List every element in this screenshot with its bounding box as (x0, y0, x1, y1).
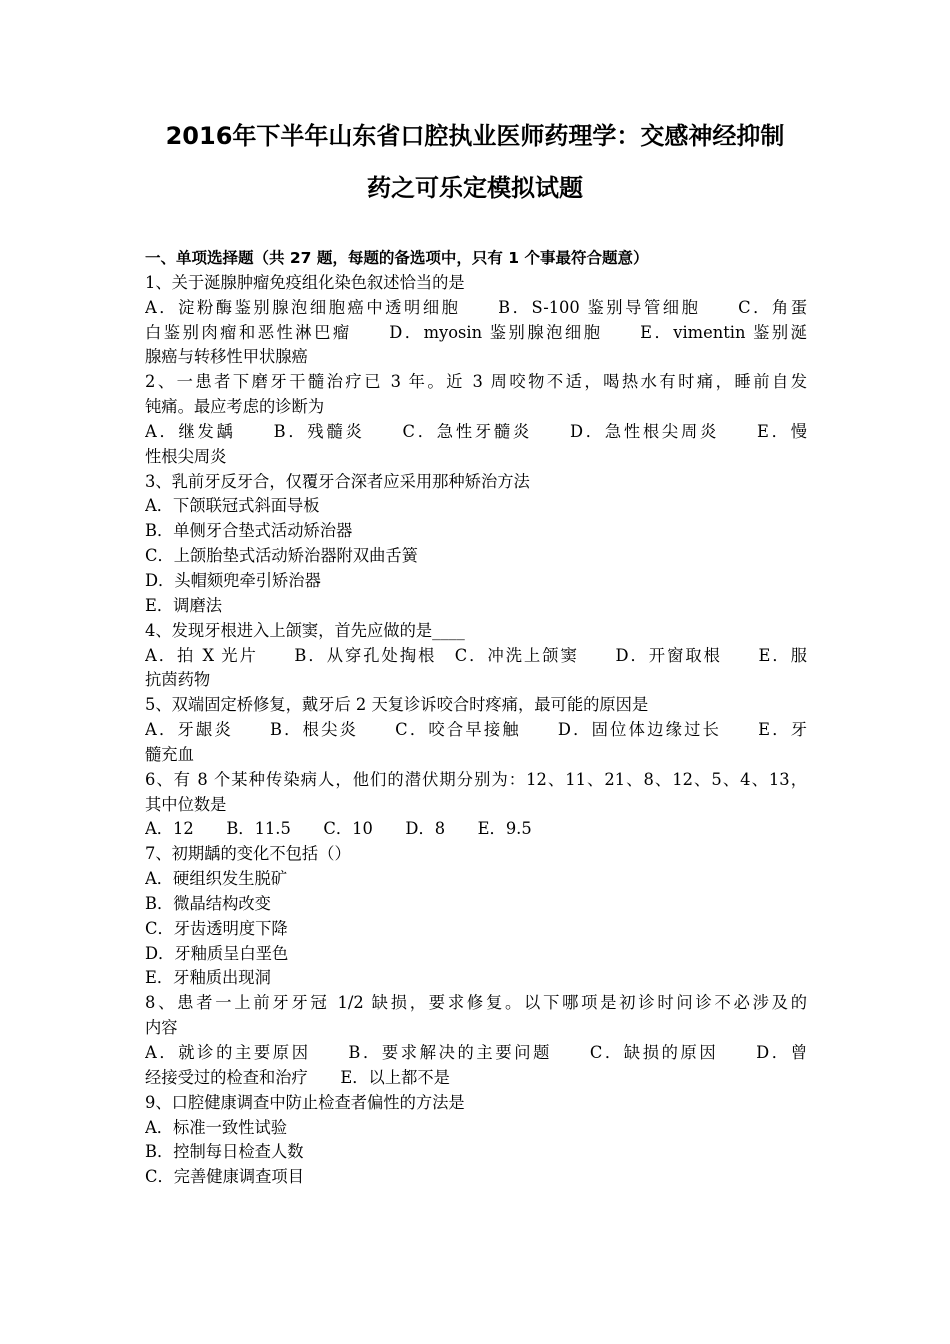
option-line: B．单侧牙合垫式活动矫治器 (145, 521, 353, 541)
question-text: 8、患者一上前牙牙冠 1/2 缺损，要求修复。以下哪项是初诊时问诊不必涉及的 (145, 993, 807, 1013)
question-text: 7、初期龋的变化不包括（） (145, 844, 351, 864)
option-line: A．就诊的主要原因 B．要求解决的主要问题 C．缺损的原因 D．曾 (145, 1043, 807, 1062)
option-line: C．上颌胎垫式活动矫治器附双曲舌簧 (145, 546, 418, 566)
section-heading: 一、单项选择题（共 27 题，每题的备选项中，只有 1 个事最符合题意） (145, 249, 649, 267)
document-title-line-1: 2016年下半年山东省口腔执业医师药理学：交感神经抑制 (165, 122, 785, 150)
option-line: 腺癌与转移性甲状腺癌 (145, 347, 308, 367)
question-text: 钝痛。最应考虑的诊断为 (145, 397, 325, 417)
option-line: 抗茵药物 (145, 670, 211, 690)
option-line: A．拍 X 光片 B．从穿孔处掏根 C．冲洗上颌窦 D．开窗取根 E．服 (145, 645, 807, 665)
option-line: A．淀粉酶鉴别腺泡细胞癌中透明细胞 B．S-100 鉴别导管细胞 C．角蛋 (145, 297, 807, 317)
question-text: 5、双端固定桥修复，戴牙后 2 天复诊诉咬合时疼痛，最可能的原因是 (145, 695, 649, 715)
option-line: A．下颌联冠式斜面导板 (145, 496, 320, 516)
option-line: D．头帽颏兜牵引矫治器 (145, 570, 321, 590)
option-line: A．牙龈炎 B．根尖炎 C．咬合早接触 D．固位体边缘过长 E．牙 (145, 720, 807, 740)
question-text: 9、口腔健康调查中防止检查者偏性的方法是 (145, 1092, 465, 1112)
option-line: 经接受过的检查和治疗 E．以上都不是 (145, 1067, 450, 1087)
option-line: A．标准一致性试验 (145, 1117, 288, 1137)
option-line: E．调磨法 (145, 595, 223, 615)
question-text: 6、有 8 个某种传染病人，他们的潜伏期分别为：12、11、21、8、12、5、4、13， (145, 769, 807, 789)
document-body (145, 246, 807, 1190)
question-text: 2、一患者下磨牙干髓治疗已 3 年。近 3 周咬物不适，喝热水有时痛，睡前自发 (145, 372, 807, 392)
option-line: B．控制每日检查人数 (145, 1142, 304, 1162)
option-line: C．完善健康调查项目 (145, 1167, 304, 1187)
option-line: B．微晶结构改变 (145, 893, 271, 913)
option-line: 白鉴别肉瘤和恶性淋巴瘤 D．myosin 鉴别腺泡细胞 E．vimentin 鉴别涎 (145, 322, 807, 342)
question-text: 内容 (145, 1018, 178, 1038)
option-line: C．牙齿透明度下降 (145, 918, 288, 938)
option-line: A．硬组织发生脱矿 (145, 869, 288, 889)
option-line: A．12 B．11.5 C．10 D．8 E．9.5 (145, 819, 532, 839)
question-text: 其中位数是 (145, 794, 227, 814)
question-text: 3、乳前牙反牙合，仅覆牙合深者应采用那种矫治方法 (145, 471, 530, 491)
option-line: E．牙釉质出现洞 (145, 968, 271, 988)
question-text: 4、发现牙根进入上颌窦，首先应做的是____ (145, 620, 465, 640)
document-title-line-2: 药之可乐定模拟试题 (367, 174, 583, 202)
option-line: A．继发龋 B．残髓炎 C．急性牙髓炎 D．急性根尖周炎 E．慢 (145, 421, 807, 441)
option-line: D．牙釉质呈白垩色 (145, 943, 289, 963)
option-line: 髓充血 (145, 744, 194, 764)
option-line: 性根尖周炎 (145, 446, 227, 466)
question-text: 1、关于涎腺肿瘤免疫组化染色叙述恰当的是 (145, 272, 465, 292)
